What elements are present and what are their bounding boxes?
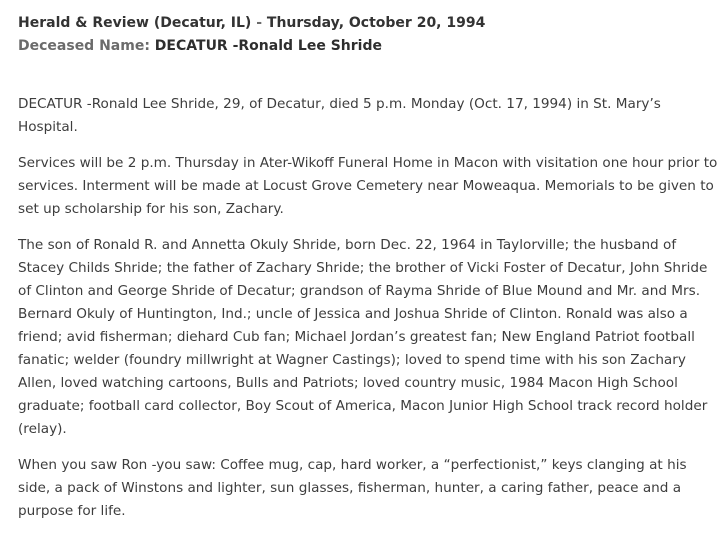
publication-name: Herald & Review (Decatur, IL) xyxy=(18,15,252,31)
obituary-paragraph-family: The son of Ronald R. and Annetta Okuly Shride, born Dec. 22, 1964 in Taylorville; the husband of Stacey Childs Shride; the father of Zachary Shride; the brother of Vicki Foster of Decatur, John Shride of Clinton and George Shride of Decatur; grandson of Rayma Shride of Blue Mound and Mr. and Mrs. Bernard Okuly of Huntington, Ind.; uncle of Jessica and Joshua Shride of Clinton. Ronald was also a friend; avid fisherman; diehard Cub fan; Michael Jordan’s greatest fan; New England Patriot football fanatic; welder (foundry millwright at Wagner Castings); loved to spend time with his son Zachary Allen, loved watching cartoons, Bulls and Patriots; loved country music, 1984 Macon High School graduate; football card collector, Boy Scout of America, Macon Junior High School track record holder (relay). xyxy=(18,237,708,437)
header-separator: - xyxy=(251,15,267,31)
obituary-paragraph-death: DECATUR -Ronald Lee Shride, 29, of Decatur, died 5 p.m. Monday (Oct. 17, 1994) in St. Mary’s Hospital. xyxy=(18,96,661,135)
obituary-page xyxy=(18,12,722,523)
deceased-name-line xyxy=(18,35,722,58)
deceased-name-label: Deceased Name: xyxy=(18,38,150,54)
publication-header xyxy=(18,12,722,35)
obituary-paragraph-remembrance: When you saw Ron -you saw: Coffee mug, cap, hard worker, a “perfectionist,” keys clanging at his side, a pack of Winstons and lighter, sun glasses, fisherman, hunter, a caring father, peace and a purpose for life. xyxy=(18,457,687,519)
obituary-paragraph-services: Services will be 2 p.m. Thursday in Ater-Wikoff Funeral Home in Macon with visitation one hour prior to services. Interment will be made at Locust Grove Cemetery near Moweaqua. Memorials to be given to set up scholarship for his son, Zachary. xyxy=(18,155,718,217)
deceased-name-value: DECATUR -Ronald Lee Shride xyxy=(149,38,382,54)
publication-date: Thursday, October 20, 1994 xyxy=(266,15,486,31)
